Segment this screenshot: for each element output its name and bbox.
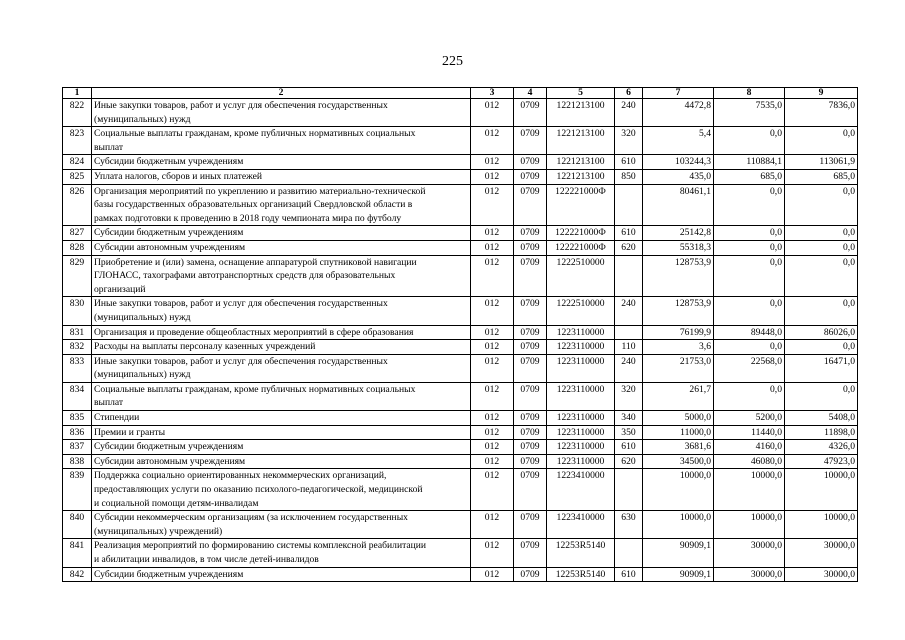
amount-col9-cell: 30000,0 — [785, 567, 858, 582]
expense-type-cell: 320 — [615, 127, 643, 155]
table-row — [63, 539, 858, 567]
row-name-line: (муниципальных) нужд — [94, 113, 191, 125]
table-row — [63, 567, 858, 582]
amount-col7-cell: 25142,8 — [643, 226, 714, 241]
section-code-cell: 0709 — [514, 340, 547, 355]
amount-col7-cell: 5,4 — [643, 127, 714, 155]
ministry-code-cell: 012 — [471, 382, 514, 410]
section-code-cell: 0709 — [514, 440, 547, 455]
section-code-cell: 0709 — [514, 425, 547, 440]
table-row — [63, 454, 858, 469]
row-name-line: Субсидии бюджетным учреждениям — [94, 441, 244, 453]
amount-col9-cell: 0,0 — [785, 226, 858, 241]
section-code-cell: 0709 — [514, 169, 547, 184]
amount-col8-cell: 0,0 — [714, 255, 785, 297]
row-name-line: Иные закупки товаров, работ и услуг для обеспечения государственных — [94, 298, 388, 310]
amount-col7-cell: 10000,0 — [643, 511, 714, 539]
table-row — [63, 340, 858, 355]
amount-col8-cell: 7535,0 — [714, 99, 785, 127]
row-name-cell — [92, 340, 471, 355]
target-article-cell: 1221213100 — [547, 99, 615, 127]
section-code-cell: 0709 — [514, 354, 547, 382]
expense-type-cell: 240 — [615, 354, 643, 382]
column-header: 6 — [615, 88, 643, 99]
target-article-cell: 1223110000 — [547, 411, 615, 426]
amount-col7-cell: 3681,6 — [643, 440, 714, 455]
row-number-cell: 828 — [63, 240, 92, 255]
ministry-code-cell: 012 — [471, 539, 514, 567]
row-number-cell: 840 — [63, 511, 92, 539]
row-name-line: Субсидии бюджетным учреждениям — [94, 227, 244, 239]
table-row — [63, 255, 858, 297]
row-name-cell — [92, 354, 471, 382]
expense-type-cell: 850 — [615, 169, 643, 184]
amount-col7-cell: 90909,1 — [643, 567, 714, 582]
row-name-cell — [92, 155, 471, 170]
row-name-line: Стипендии — [94, 412, 140, 424]
amount-col9-cell: 86026,0 — [785, 325, 858, 340]
target-article-cell: 1223110000 — [547, 454, 615, 469]
expense-type-cell — [615, 184, 643, 226]
row-name-cell — [92, 454, 471, 469]
amount-col9-cell: 0,0 — [785, 127, 858, 155]
amount-col8-cell: 30000,0 — [714, 567, 785, 582]
row-name-cell — [92, 425, 471, 440]
amount-col8-cell: 4160,0 — [714, 440, 785, 455]
amount-col8-cell: 110884,1 — [714, 155, 785, 170]
amount-col7-cell: 103244,3 — [643, 155, 714, 170]
expense-type-cell: 610 — [615, 567, 643, 582]
row-name-cell — [92, 255, 471, 297]
amount-col7-cell: 261,7 — [643, 382, 714, 410]
amount-col7-cell: 128753,9 — [643, 255, 714, 297]
amount-col8-cell: 89448,0 — [714, 325, 785, 340]
expense-type-cell: 240 — [615, 297, 643, 325]
row-number-cell: 829 — [63, 255, 92, 297]
amount-col9-cell: 0,0 — [785, 382, 858, 410]
ministry-code-cell: 012 — [471, 411, 514, 426]
section-code-cell: 0709 — [514, 240, 547, 255]
amount-col7-cell: 90909,1 — [643, 539, 714, 567]
row-number-cell: 839 — [63, 469, 92, 511]
ministry-code-cell: 012 — [471, 567, 514, 582]
column-header: 9 — [785, 88, 858, 99]
row-name-line: и социальной помощи детям-инвалидам — [94, 497, 259, 509]
expense-type-cell — [615, 469, 643, 511]
ministry-code-cell: 012 — [471, 184, 514, 226]
row-number-cell: 842 — [63, 567, 92, 582]
target-article-cell: 1223110000 — [547, 382, 615, 410]
ministry-code-cell: 012 — [471, 454, 514, 469]
amount-col8-cell: 10000,0 — [714, 469, 785, 511]
amount-col8-cell: 0,0 — [714, 226, 785, 241]
target-article-cell: 1223410000 — [547, 511, 615, 539]
target-article-cell: 1223110000 — [547, 325, 615, 340]
table-row — [63, 99, 858, 127]
ministry-code-cell: 012 — [471, 340, 514, 355]
row-number-cell: 822 — [63, 99, 92, 127]
row-number-cell: 836 — [63, 425, 92, 440]
table-row — [63, 184, 858, 226]
row-name-line: Организация мероприятий по укреплению и развитию материально-технической — [94, 185, 426, 197]
row-name-line: выплат — [94, 141, 124, 153]
target-article-cell: 12253R5140 — [547, 539, 615, 567]
amount-col8-cell: 0,0 — [714, 127, 785, 155]
section-code-cell: 0709 — [514, 325, 547, 340]
row-number-cell: 841 — [63, 539, 92, 567]
amount-col7-cell: 128753,9 — [643, 297, 714, 325]
amount-col9-cell: 0,0 — [785, 240, 858, 255]
row-name-line: Приобретение и (или) замена, оснащение аппаратурой спутниковой навигации — [94, 256, 417, 268]
row-name-line: Субсидии бюджетным учреждениям — [94, 568, 244, 580]
expense-type-cell: 350 — [615, 425, 643, 440]
row-number-cell: 831 — [63, 325, 92, 340]
ministry-code-cell: 012 — [471, 169, 514, 184]
row-name-line: выплат — [94, 397, 124, 409]
amount-col9-cell: 10000,0 — [785, 511, 858, 539]
row-number-cell: 835 — [63, 411, 92, 426]
row-name-line: (муниципальных) учреждений) — [94, 525, 223, 537]
table-row — [63, 382, 858, 410]
target-article-cell: 1221213100 — [547, 127, 615, 155]
table-body — [63, 99, 858, 582]
row-name-cell — [92, 297, 471, 325]
expense-type-cell — [615, 539, 643, 567]
section-code-cell: 0709 — [514, 184, 547, 226]
amount-col8-cell: 0,0 — [714, 240, 785, 255]
row-name-line: ГЛОНАСС, тахографами автотранспортных средств для образовательных — [94, 270, 396, 282]
amount-col8-cell: 0,0 — [714, 184, 785, 226]
table-row — [63, 297, 858, 325]
amount-col7-cell: 435,0 — [643, 169, 714, 184]
row-name-cell — [92, 240, 471, 255]
column-header: 2 — [92, 88, 471, 99]
amount-col7-cell: 34500,0 — [643, 454, 714, 469]
target-article-cell: 1221213100 — [547, 155, 615, 170]
section-code-cell: 0709 — [514, 297, 547, 325]
row-name-line: и абилитации инвалидов, в том числе детей-инвалидов — [94, 554, 319, 565]
expense-type-cell — [615, 325, 643, 340]
section-code-cell: 0709 — [514, 255, 547, 297]
ministry-code-cell: 012 — [471, 127, 514, 155]
expense-type-cell: 340 — [615, 411, 643, 426]
section-code-cell: 0709 — [514, 99, 547, 127]
row-name-line: Уплата налогов, сборов и иных платежей — [94, 170, 263, 182]
row-name-line: Иные закупки товаров, работ и услуг для обеспечения государственных — [94, 100, 388, 111]
amount-col9-cell: 0,0 — [785, 255, 858, 297]
expense-type-cell: 620 — [615, 240, 643, 255]
expense-type-cell: 320 — [615, 382, 643, 410]
section-code-cell: 0709 — [514, 382, 547, 410]
row-number-cell: 833 — [63, 354, 92, 382]
amount-col9-cell: 16471,0 — [785, 354, 858, 382]
ministry-code-cell: 012 — [471, 240, 514, 255]
target-article-cell: 12253R5140 — [547, 567, 615, 582]
row-name-line: предоставляющих услуги по оказанию психолого-педагогической, медицинской — [94, 484, 423, 496]
row-name-cell — [92, 127, 471, 155]
amount-col7-cell: 10000,0 — [643, 469, 714, 511]
row-name-cell — [92, 184, 471, 226]
table-row — [63, 127, 858, 155]
ministry-code-cell: 012 — [471, 440, 514, 455]
section-code-cell: 0709 — [514, 127, 547, 155]
target-article-cell: 1223110000 — [547, 440, 615, 455]
ministry-code-cell: 012 — [471, 99, 514, 127]
expense-type-cell: 610 — [615, 155, 643, 170]
ministry-code-cell: 012 — [471, 325, 514, 340]
target-article-cell: 122221000Ф — [547, 226, 615, 241]
ministry-code-cell: 012 — [471, 226, 514, 241]
amount-col9-cell: 0,0 — [785, 184, 858, 226]
row-name-line: Поддержка социально ориентированных некоммерческих организаций, — [94, 470, 387, 482]
target-article-cell: 1223110000 — [547, 340, 615, 355]
target-article-cell: 1221213100 — [547, 169, 615, 184]
amount-col9-cell: 30000,0 — [785, 539, 858, 567]
row-name-line: Социальные выплаты гражданам, кроме публичных нормативных социальных — [94, 128, 416, 140]
row-name-cell — [92, 382, 471, 410]
row-name-line: Реализация мероприятий по формированию системы комплексной реабилитации — [94, 540, 427, 552]
row-number-cell: 834 — [63, 382, 92, 410]
amount-col7-cell: 21753,0 — [643, 354, 714, 382]
amount-col8-cell: 30000,0 — [714, 539, 785, 567]
row-number-cell: 830 — [63, 297, 92, 325]
amount-col9-cell: 47923,0 — [785, 454, 858, 469]
row-name-cell — [92, 325, 471, 340]
row-name-line: Организация и проведение общеобластных мероприятий в сфере образования — [94, 326, 414, 338]
amount-col8-cell: 685,0 — [714, 169, 785, 184]
row-number-cell: 838 — [63, 454, 92, 469]
table-row — [63, 354, 858, 382]
table-row — [63, 226, 858, 241]
table-row — [63, 169, 858, 184]
row-number-cell: 825 — [63, 169, 92, 184]
row-number-cell: 823 — [63, 127, 92, 155]
row-name-line: Расходы на выплаты персоналу казенных учреждений — [94, 341, 316, 353]
expense-type-cell: 610 — [615, 226, 643, 241]
table-row — [63, 325, 858, 340]
section-code-cell: 0709 — [514, 469, 547, 511]
row-name-line: (муниципальных) нужд — [94, 369, 191, 381]
row-name-line: Субсидии некоммерческим организациям (за исключением государственных — [94, 512, 408, 524]
column-header: 8 — [714, 88, 785, 99]
page-number: 225 — [442, 54, 463, 69]
amount-col7-cell: 5000,0 — [643, 411, 714, 426]
row-number-cell: 826 — [63, 184, 92, 226]
row-name-cell — [92, 539, 471, 567]
ministry-code-cell: 012 — [471, 511, 514, 539]
row-name-line: Субсидии автономным учреждениям — [94, 455, 246, 467]
table-row — [63, 240, 858, 255]
amount-col9-cell: 11898,0 — [785, 425, 858, 440]
amount-col9-cell: 10000,0 — [785, 469, 858, 511]
amount-col8-cell: 10000,0 — [714, 511, 785, 539]
table-row — [63, 411, 858, 426]
row-name-line: Премии и гранты — [94, 426, 166, 438]
ministry-code-cell: 012 — [471, 354, 514, 382]
column-header: 4 — [514, 88, 547, 99]
row-name-line: Социальные выплаты гражданам, кроме публичных нормативных социальных — [94, 383, 416, 395]
ministry-code-cell: 012 — [471, 425, 514, 440]
budget-table — [62, 87, 858, 582]
section-code-cell: 0709 — [514, 539, 547, 567]
column-header: 1 — [63, 88, 92, 99]
amount-col9-cell: 113061,9 — [785, 155, 858, 170]
expense-type-cell: 610 — [615, 440, 643, 455]
target-article-cell: 1222510000 — [547, 255, 615, 297]
amount-col7-cell: 3,6 — [643, 340, 714, 355]
row-number-cell: 824 — [63, 155, 92, 170]
amount-col7-cell: 55318,3 — [643, 240, 714, 255]
table-row — [63, 155, 858, 170]
amount-col8-cell: 0,0 — [714, 382, 785, 410]
amount-col7-cell: 76199,9 — [643, 325, 714, 340]
expense-type-cell: 240 — [615, 99, 643, 127]
target-article-cell: 122221000Ф — [547, 184, 615, 226]
amount-col8-cell: 0,0 — [714, 297, 785, 325]
row-name-cell — [92, 411, 471, 426]
column-header: 5 — [547, 88, 615, 99]
amount-col9-cell: 4326,0 — [785, 440, 858, 455]
row-name-line: организаций — [94, 283, 146, 295]
amount-col9-cell: 7836,0 — [785, 99, 858, 127]
section-code-cell: 0709 — [514, 454, 547, 469]
amount-col8-cell: 0,0 — [714, 340, 785, 355]
column-header: 7 — [643, 88, 714, 99]
row-name-line: рамках подготовки к проведению в 2018 году чемпионата мира по футболу — [94, 212, 402, 224]
section-code-cell: 0709 — [514, 411, 547, 426]
amount-col7-cell: 80461,1 — [643, 184, 714, 226]
table-row — [63, 511, 858, 539]
row-name-line: Субсидии бюджетным учреждениям — [94, 156, 244, 168]
target-article-cell: 1223410000 — [547, 469, 615, 511]
row-number-cell: 837 — [63, 440, 92, 455]
row-name-cell — [92, 99, 471, 127]
section-code-cell: 0709 — [514, 226, 547, 241]
amount-col8-cell: 5200,0 — [714, 411, 785, 426]
ministry-code-cell: 012 — [471, 155, 514, 170]
ministry-code-cell: 012 — [471, 255, 514, 297]
section-code-cell: 0709 — [514, 567, 547, 582]
section-code-cell: 0709 — [514, 511, 547, 539]
ministry-code-cell: 012 — [471, 469, 514, 511]
header-row — [63, 88, 858, 99]
ministry-code-cell: 012 — [471, 297, 514, 325]
expense-type-cell: 110 — [615, 340, 643, 355]
expense-type-cell: 620 — [615, 454, 643, 469]
row-name-line: (муниципальных) нужд — [94, 311, 191, 323]
amount-col7-cell: 4472,8 — [643, 99, 714, 127]
row-name-cell — [92, 511, 471, 539]
amount-col9-cell: 685,0 — [785, 169, 858, 184]
row-name-line: базы государственных образовательных организаций Свердловской области в — [94, 199, 413, 211]
amount-col7-cell: 11000,0 — [643, 425, 714, 440]
target-article-cell: 1223110000 — [547, 354, 615, 382]
table-row — [63, 469, 858, 511]
target-article-cell: 1223110000 — [547, 425, 615, 440]
table-row — [63, 425, 858, 440]
row-name-cell — [92, 226, 471, 241]
row-name-line: Субсидии автономным учреждениям — [94, 241, 246, 253]
amount-col9-cell: 0,0 — [785, 340, 858, 355]
row-name-cell — [92, 169, 471, 184]
expense-type-cell: 630 — [615, 511, 643, 539]
amount-col8-cell: 11440,0 — [714, 425, 785, 440]
section-code-cell: 0709 — [514, 155, 547, 170]
column-header: 3 — [471, 88, 514, 99]
row-name-line: Иные закупки товаров, работ и услуг для обеспечения государственных — [94, 355, 388, 367]
amount-col9-cell: 5408,0 — [785, 411, 858, 426]
table-row — [63, 440, 858, 455]
row-number-cell: 832 — [63, 340, 92, 355]
row-name-cell — [92, 440, 471, 455]
row-name-cell — [92, 469, 471, 511]
target-article-cell: 1222510000 — [547, 297, 615, 325]
target-article-cell: 122221000Ф — [547, 240, 615, 255]
amount-col8-cell: 22568,0 — [714, 354, 785, 382]
row-name-cell — [92, 567, 471, 582]
amount-col8-cell: 46080,0 — [714, 454, 785, 469]
amount-col9-cell: 0,0 — [785, 297, 858, 325]
expense-type-cell — [615, 255, 643, 297]
row-number-cell: 827 — [63, 226, 92, 241]
